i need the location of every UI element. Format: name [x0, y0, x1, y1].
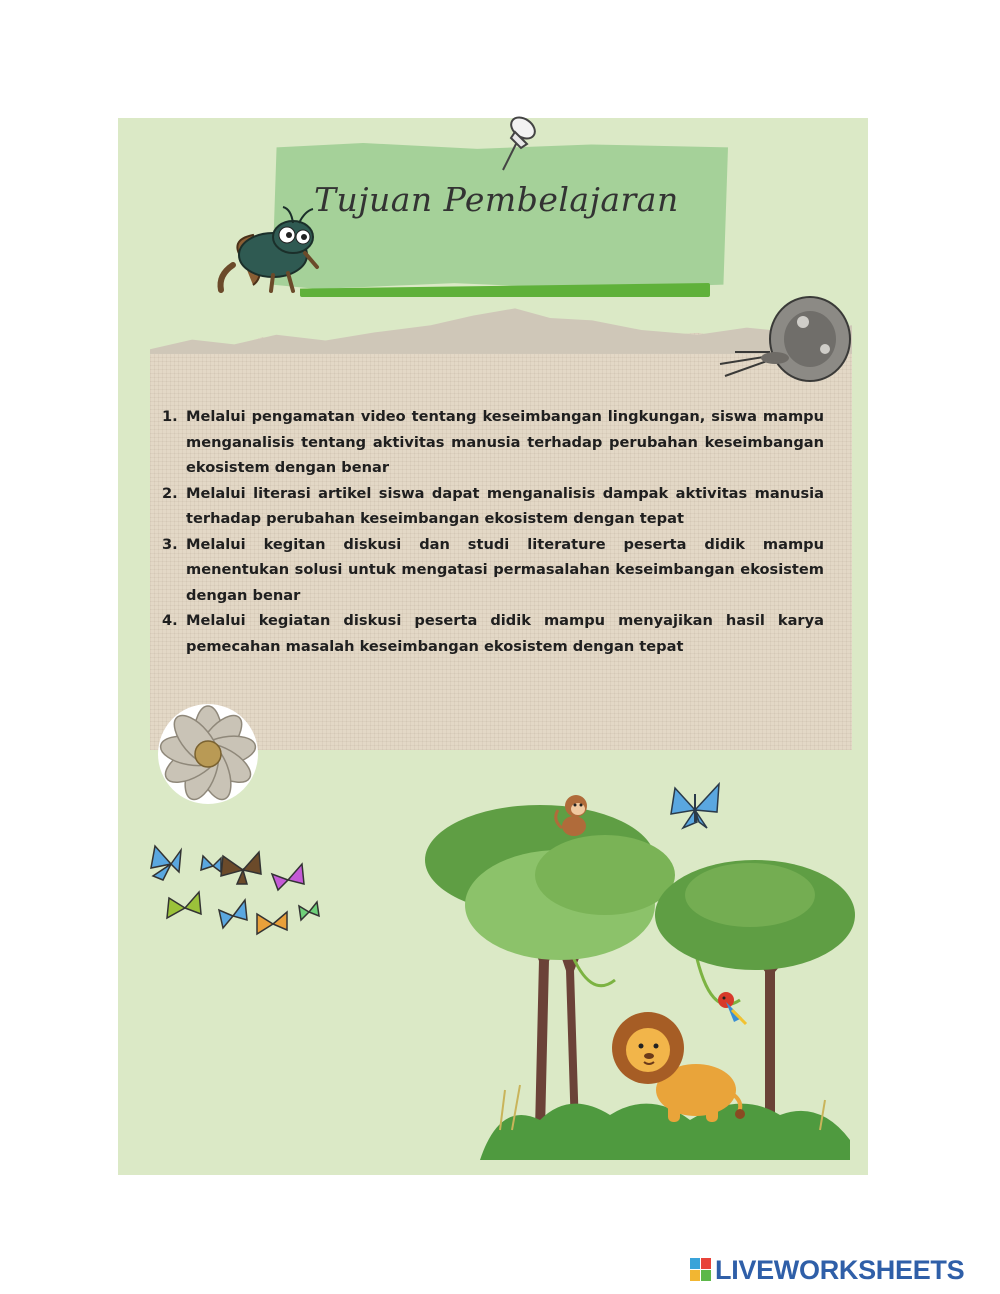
objectives-list	[162, 404, 824, 659]
objective-number: 2.	[162, 484, 178, 502]
objective-item	[162, 532, 824, 609]
objective-text: Melalui kegiatan diskusi peserta didik mampu menyajikan hasil karya pemecahan masalah keseimbangan ekosistem dengan tepat	[186, 612, 824, 655]
monkey-illustration	[552, 790, 602, 838]
cricket-illustration	[213, 205, 328, 300]
objective-item	[162, 404, 824, 481]
lws-logo-text: LIVEWORKSHEETS	[715, 1254, 965, 1285]
objective-text: Melalui literasi artikel siswa dapat menganalisis dampak aktivitas manusia terhadap perubahan keseimbangan ekosistem dengan tepat	[186, 484, 824, 527]
pushpin-icon	[497, 112, 543, 176]
lws-logo-icon	[690, 1258, 712, 1282]
liveworksheets-logo	[690, 1253, 990, 1287]
objective-item	[162, 481, 824, 532]
objective-text: Melalui kegitan diskusi dan studi literature peserta didik mampu menentukan solusi untuk mengatasi permasalahan keseimbangan ekosistem dengan benar	[186, 535, 824, 604]
page-title: Tujuan Pembelajaran	[314, 180, 679, 219]
objective-number: 3.	[162, 535, 178, 553]
butterflies-illustration	[143, 836, 328, 948]
objective-number: 4.	[162, 612, 178, 629]
lion-illustration	[606, 1010, 746, 1128]
objective-item	[162, 608, 824, 659]
objective-text: Melalui pengamatan video tentang keseimbangan lingkungan, siswa mampu menganalisis tentang aktivitas manusia terhadap perubahan keseimbangan ekosistem dengan benar	[186, 408, 824, 476]
moth-illustration	[715, 294, 855, 394]
objective-number: 1.	[162, 408, 178, 425]
flower-illustration	[150, 702, 266, 806]
